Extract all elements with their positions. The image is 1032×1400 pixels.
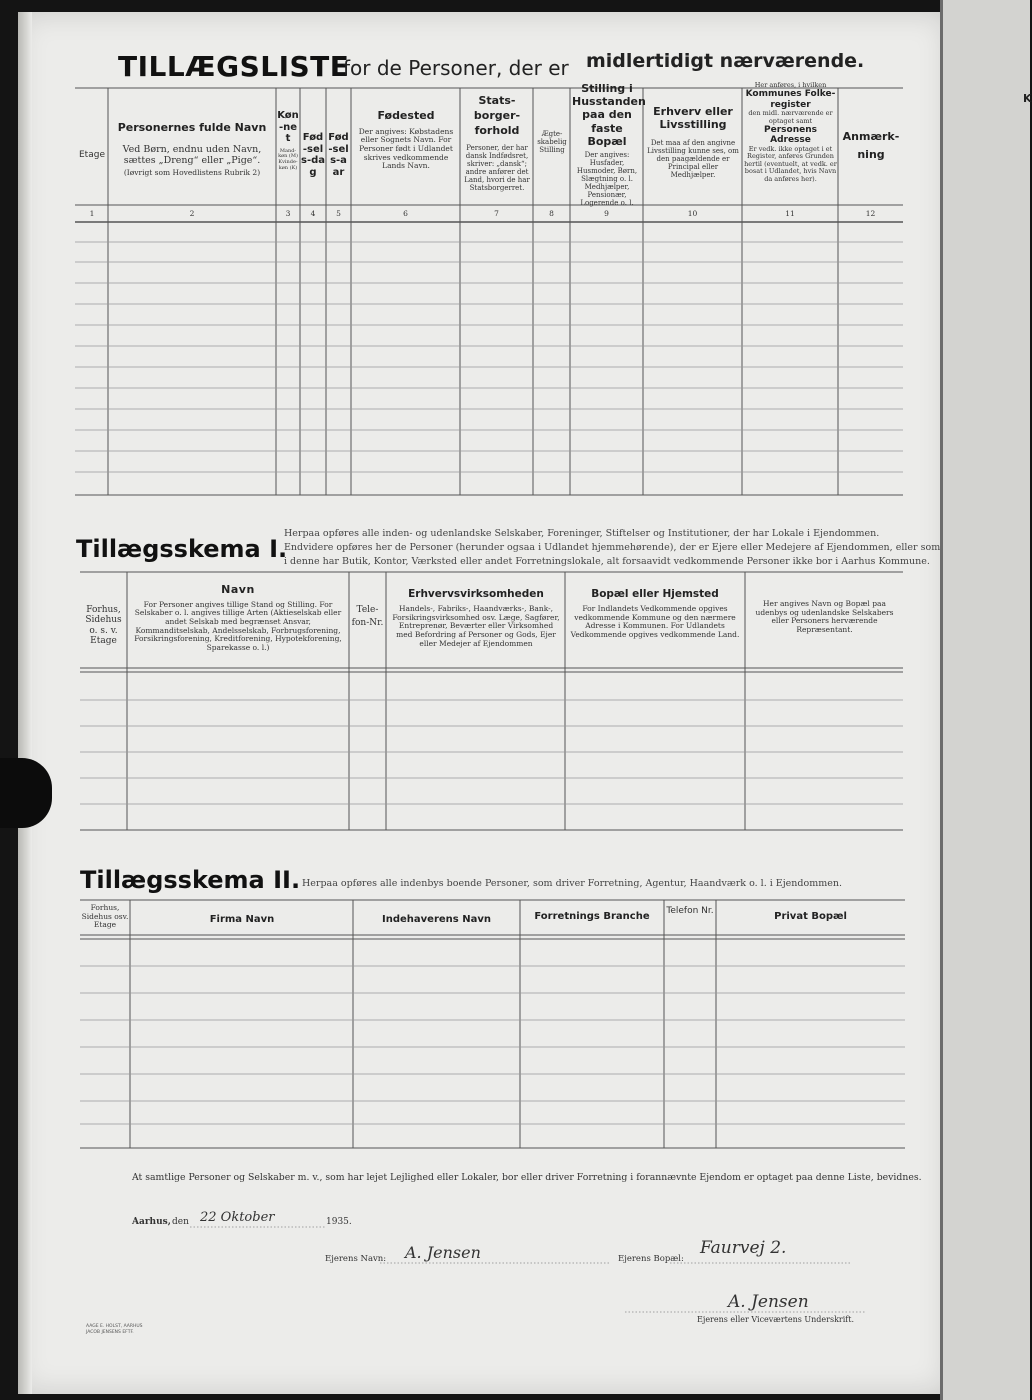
col-num-2: 2 [189, 209, 195, 218]
skema1-col-erhverv-sub: Handels-, Fabriks-, Haandværks-, Bank-, Forsikringsvirksomhed osv. Læge, Sagfører, Entreprenør, Beværter eller Virksomhed med Befordring af Personer og Gods, Ejer eller Medejer af Ejendommen [392, 604, 560, 648]
col-aar-title: Fød-sels-aar [328, 132, 349, 178]
skema1-col-telefon: Tele-fon-Nr. [351, 605, 384, 628]
skema1-intro-line1: Herpaa opføres alle inden- og udenlandske Selskaber, Foreninger, Stiftelser og Institutioner, der har Lokale i Ejendommen. [284, 528, 880, 539]
year-label: 1935. [326, 1217, 352, 1227]
col-erhverv-header [645, 106, 741, 180]
list-title-mid: for de Personer, der er [343, 56, 569, 80]
date-handwritten: 22 Oktober [200, 1210, 275, 1225]
col-num-1: 1 [89, 209, 95, 218]
skema1-col-bopael-sub: For Indlandets Vedkommende opgives vedkommende Kommune og den nærmere Adresse i Kommunen. For Udlandets Vedkommende opgives vedkommende Land. [570, 604, 740, 639]
col-register-header [744, 82, 837, 183]
owner-address-label: Ejerens Bopæl: [618, 1254, 684, 1264]
col-num-11: 11 [785, 209, 795, 218]
col-navn-note: (Iøvrigt som Hovedlistens Rubrik 2) [123, 168, 261, 178]
col-register-title2: Personens Adresse [764, 125, 817, 146]
col-stats-header [462, 94, 532, 192]
col-num-5: 5 [336, 209, 341, 218]
col-navn-sub: Ved Børn, endnu uden Navn, sættes „Dreng“ eller „Pige“. [122, 143, 262, 166]
col-num-3: 3 [285, 209, 291, 218]
col-anmaerk-title: Anmærk-ning [842, 130, 900, 161]
printer-mark-2: JACOB JENSENS EFTF. [86, 1330, 134, 1335]
col-num-12: 12 [865, 209, 876, 218]
col-num-10: 10 [687, 209, 698, 218]
col-aegte-header: Ægte-skabelig Stilling [537, 130, 567, 155]
skema2-col-bopael: Privat Bopæl [774, 911, 847, 922]
col-num-4: 4 [310, 209, 316, 218]
skema2-title: Tillægsskema II. [80, 866, 301, 894]
skema2-col-indehaver: Indehaverens Navn [382, 914, 491, 925]
skema2-col-branche: Forretnings Branche [534, 911, 650, 922]
skema1-title: Tillægsskema I. [76, 535, 288, 563]
skema1-col-bopael-title: Bopæl eller Hjemsted [591, 588, 719, 600]
skema1-col-bopael [569, 588, 741, 640]
skema2-intro: Herpaa opføres alle indenbys boende Personer, som driver Forretning, Agentur, Haandværk o. l. i Ejendommen. [302, 878, 842, 889]
owner-name-handwritten: A. Jensen [405, 1243, 481, 1262]
date-den-label: den [172, 1217, 189, 1227]
col-erhverv-sub: Det maa af den angivne Livsstilling kunne ses, om den paagældende er Principal eller Medhjælper. [647, 139, 739, 180]
col-stats-title: Stats-borger-forhold [473, 94, 521, 137]
list-title-bold: TILLÆGSLISTE [118, 50, 350, 83]
col-num-7: 7 [494, 209, 499, 218]
attestation-text: At samtlige Personer og Selskaber m. v., som har lejet Lejlighed eller Lokaler, bor eller driver Forretning i forannævnte Ejendom er optaget paa denne Liste, bevidnes. [132, 1172, 922, 1183]
col-dag-title: Fød-sels-dag [301, 132, 326, 178]
skema2-col-firma: Firma Navn [209, 914, 275, 925]
skema1-intro-line2: Endvidere opføres her de Personer (herunder ogsaa i Udlandet hjemmehørende), der er Ejere eller Medejere af Ejendommen, eller som [284, 541, 941, 553]
col-kon-title: Køn-net [277, 110, 299, 144]
col-register-pre: Her anføres, i hvilken [754, 81, 827, 89]
col-fodested-header [356, 110, 456, 171]
col-fodested-title: Fødested [377, 109, 435, 122]
col-erhverv-title: Erhverv eller Livsstilling [653, 105, 733, 131]
col-aar-header [327, 132, 350, 178]
list-title-end: midlertidigt nærværende. [586, 50, 865, 72]
col-navn-title: Personernes fulde Navn [117, 121, 267, 134]
col-stilling-title: Stilling i Husstanden paa den faste Bopæl [572, 82, 646, 148]
skema1-intro-line3: i denne har Butik, Kontor, Værksted eller andet Forretningslokale, alt forsaavidt vedkommende Personer ikke bor i Aarhus Kommune. [284, 555, 930, 567]
col-etage-label: Etage [79, 150, 105, 160]
skema1-intro [284, 527, 941, 568]
printer-mark: AAGE E. HOLST, AARHUS [86, 1324, 143, 1329]
col-register-sub2: Er vedk. ikke optaget i et Register, anføres Grunden hertil (eventuelt, at vedk. er bosat i Udlandet, hvis Navn da anføres her). [744, 144, 837, 183]
col-num-8: 8 [549, 209, 554, 218]
owner-address-handwritten: Faurvej 2. [700, 1238, 787, 1258]
skema2-col-forhus: Forhus, Sidehus osv. Etage [81, 903, 129, 930]
skema1-col-navn [132, 584, 344, 652]
skema1-col-forhus: Forhus, Sidehus o. s. v. Etage [85, 605, 122, 647]
col-anmaerk-header [840, 128, 902, 163]
col-stilling-sub: Der angives: Husfader, Husmoder, Børn, Slægtning o. l. Medhjælper, Pensionær, Logerende o. l. [576, 150, 638, 208]
col-num-6: 6 [403, 209, 408, 218]
col-fodested-sub: Der angives: Købstadens eller Sognets Navn. For Personer født i Udlandet skrives vedkommende Lands Navn. [358, 126, 454, 171]
col-kon-header [277, 110, 299, 172]
col-dag-header [301, 132, 325, 178]
skema2-col-telefon: Telefon Nr. [666, 906, 714, 916]
skema1-col-erhverv [390, 588, 562, 648]
owner-name-label: Ejerens Navn: [325, 1254, 387, 1264]
col-num-9: 9 [604, 209, 609, 218]
col-stilling-header [572, 82, 646, 208]
col-register-sub: den midl. nærværende er optaget samt [748, 109, 833, 125]
col-register-title: Kommunes Folke-register [745, 89, 836, 110]
skema1-col-navn-sub: For Personer angives tillige Stand og Stilling. For Selskaber o. l. angives tillige Arten (Aktieselskab eller andet Selskab med begrænset Ansvar, Kommanditselskab, Andelsselskab, Forbrugsforening, Forsikringsforening, Kreditforening, Hypotekforening, Sparekasse o. l.) [134, 599, 342, 652]
skema1-col-repraesentant: Her angives Navn og Bopæl paa udenbys og udenlandske Selskabers eller Personers herværende Repræsentant. [755, 599, 894, 634]
skema1-col-navn-title: Navn [221, 583, 255, 596]
facing-page-letter: K [1023, 92, 1032, 105]
city-label: Aarhus, [132, 1217, 171, 1227]
skema1-col-erhverv-title: Erhvervsvirksomheden [408, 588, 544, 600]
col-navn-header [110, 122, 274, 178]
col-stats-sub: Personer, der har dansk Indfødsret, skriver: „dansk“; andre anfører det Land, hvori de har Statsborgerret. [464, 143, 530, 192]
col-kon-sub: Mand-køn (M) Kvinde-køn (K) [278, 147, 298, 171]
signature-label: Ejerens eller Viceværtens Underskrift. [697, 1315, 855, 1324]
signature-handwritten: A. Jensen [728, 1292, 809, 1312]
